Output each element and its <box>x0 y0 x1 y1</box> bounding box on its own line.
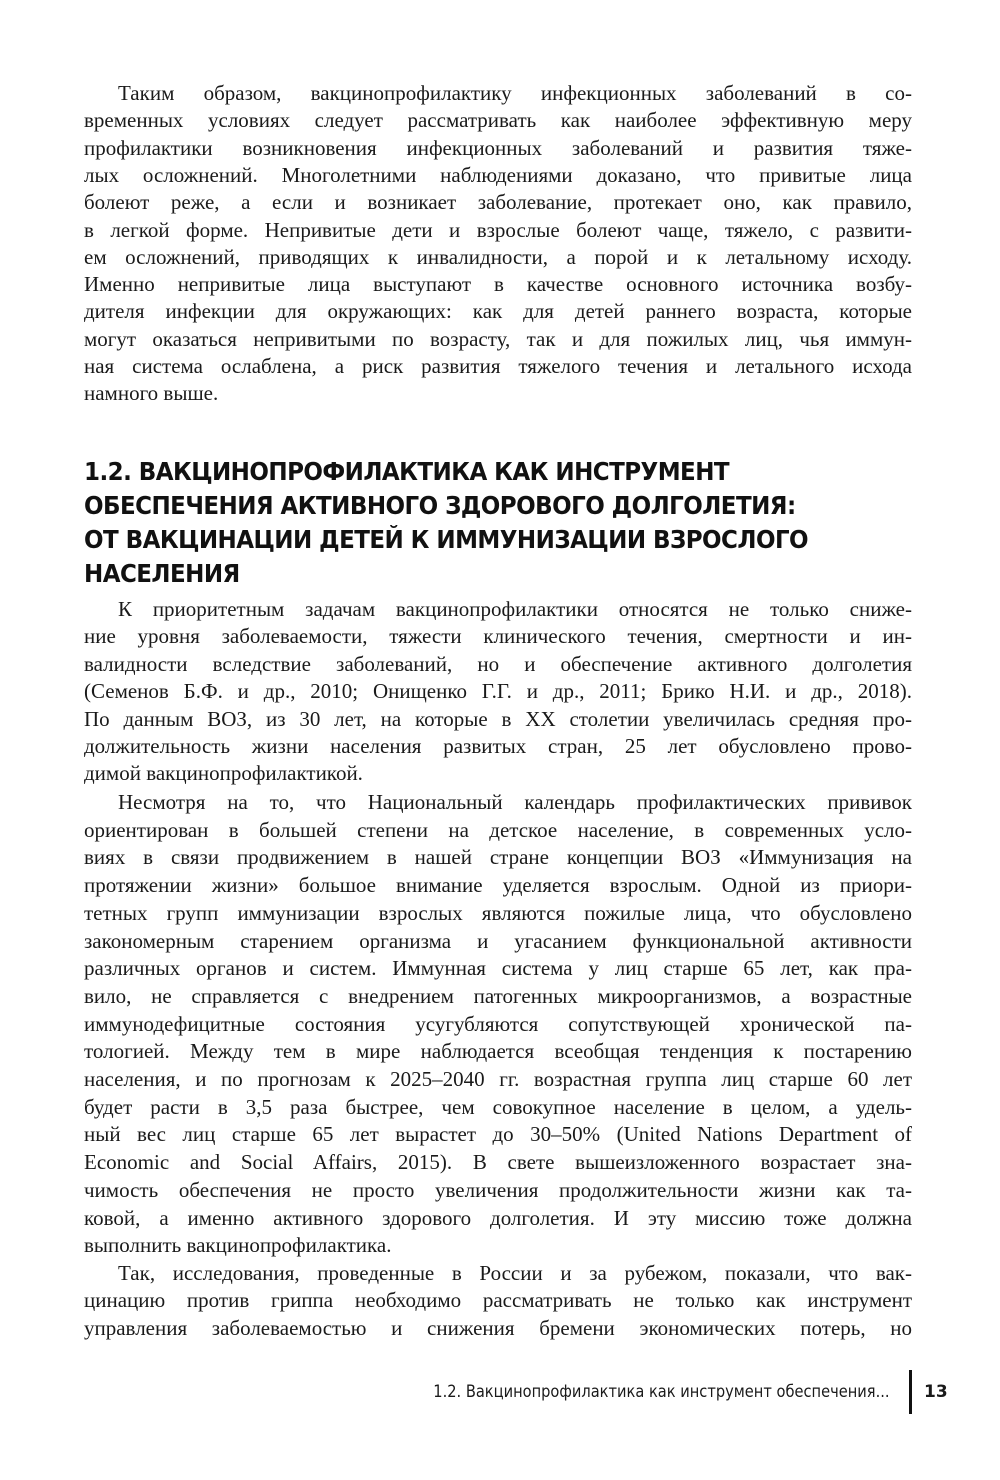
paragraph-2-line: димой вакцинопрофилактикой. <box>84 761 363 786</box>
page-number: 13 <box>924 1382 948 1402</box>
paragraph-1-line: Именно непривитые лица выступают в качестве основного источника возбу- <box>84 272 912 297</box>
paragraph-3-line: вило, не справляется с внедрением патогенных микроорганизмов, а возрастные <box>84 983 912 1008</box>
footer-divider <box>909 1370 912 1414</box>
paragraph-1-line: могут оказаться непривитыми по возрасту, так и для пожилых лиц, чья иммун- <box>84 326 912 351</box>
paragraph-2-line: должительность жизни населения развитых стран, 25 лет обусловлено прово- <box>84 734 912 758</box>
paragraph-3-line: будет расти в 3,5 раза быстрее, чем совокупное население в целом, а удель- <box>84 1094 912 1119</box>
paragraph-1-line: болеют реже, а если и возникает заболевание, протекает оно, как правило, <box>84 190 912 215</box>
paragraph-4-line: цинацию против гриппа необходимо рассматривать не только как инструмент <box>84 1288 912 1313</box>
paragraph-3-line: протяжении жизни» большое внимание уделяется взрослым. Одной из приори- <box>84 873 912 898</box>
paragraph-2-line: К приоритетным задачам вакцинопрофилактики относятся не только сниже- <box>118 597 912 621</box>
paragraph-1-line: в легкой форме. Непривитые дети и взрослые болеют чаще, тяжело, с развити- <box>84 217 912 242</box>
paragraph-4-line: Так, исследования, проведенные в России и за рубежом, показали, что вак- <box>118 1261 912 1285</box>
running-footer-title: 1.2. Вакцинопрофилактика как инструмент обеспечения... <box>433 1382 890 1402</box>
paragraph-1-line: лых осложнений. Многолетними наблюдениями доказано, что привитые лица <box>84 162 912 187</box>
paragraph-3-line: ориентирован в большей степени на детское население, в современных усло- <box>84 817 912 842</box>
paragraph-1-line: намного выше. <box>84 381 219 406</box>
paragraph-2-line: (Семенов Б.Ф. и др., 2010; Онищенко Г.Г. и др., 2011; Брико Н.И. и др., 2018). <box>84 679 912 704</box>
paragraph-1-line: ная система ослаблена, а риск развития тяжелого течения и летального исхода <box>84 354 912 378</box>
paragraph-3-line: чимость обеспечения не просто увеличения продолжительности жизни как та- <box>84 1177 912 1202</box>
paragraph-3-line: населения, и по прогнозам к 2025–2040 гг. возрастная группа лиц старше 60 лет <box>84 1067 912 1091</box>
paragraph-1-line: Таким образом, вакцинопрофилактику инфекционных заболеваний в со- <box>118 81 912 105</box>
paragraph-3-line: различных органов и систем. Иммунная система у лиц старше 65 лет, как пра- <box>84 956 912 981</box>
paragraph-2-line: По данным ВОЗ, из 30 лет, на которые в XX столетии увеличилась средняя про- <box>84 706 912 731</box>
paragraph-3-line: Economic and Social Affairs, 2015). В свете вышеизложенного возрастает зна- <box>84 1150 912 1175</box>
paragraph-3-line: виях в связи продвижением в нашей стране концепции ВОЗ «Иммунизация на <box>84 845 912 870</box>
paragraph-3-line: ковой, а именно активного здорового долголетия. И эту миссию тоже должна <box>84 1205 912 1230</box>
section-heading-line: 1.2. ВАКЦИНОПРОФИЛАКТИКА КАК ИНСТРУМЕНТ <box>84 457 730 486</box>
paragraph-3-line: выполнить вакцинопрофилактика. <box>84 1233 392 1258</box>
paragraph-1-line: дителя инфекции для окружающих: как для детей раннего возраста, которые <box>84 299 912 324</box>
paragraph-2-line: валидности вследствие заболеваний, но и обеспечение активного долголетия <box>84 651 912 676</box>
paragraph-3-line: Несмотря на то, что Национальный календарь профилактических прививок <box>118 790 912 814</box>
paragraph-2-line: ние уровня заболеваемости, тяжести клинического течения, смертности и ин- <box>84 624 912 649</box>
paragraph-3-line: закономерным старением организма и угасанием функциональной активности <box>84 928 912 953</box>
section-heading-line: ОТ ВАКЦИНАЦИИ ДЕТЕЙ К ИММУНИЗАЦИИ ВЗРОСЛОГО <box>84 525 809 554</box>
paragraph-1-line: профилактики возникновения инфекционных заболеваний и развития тяже- <box>84 135 912 160</box>
paragraph-3-line: тологией. Между тем в мире наблюдается всеобщая тенденция к постарению <box>84 1039 912 1064</box>
paragraph-1-line: временных условиях следует рассматривать как наиболее эффективную меру <box>84 108 912 133</box>
paragraph-3-line: тетных групп иммунизации взрослых являются пожилые лица, что обусловлено <box>84 900 912 925</box>
section-heading-line: ОБЕСПЕЧЕНИЯ АКТИВНОГО ЗДОРОВОГО ДОЛГОЛЕТИЯ: <box>84 491 796 520</box>
section-heading-line: НАСЕЛЕНИЯ <box>84 559 240 588</box>
paragraph-1-line: ем осложнений, приводящих к инвалидности, а порой и к летальному исходу. <box>84 244 912 269</box>
paragraph-4-line: управления заболеваемостью и снижения бремени экономических потерь, но <box>84 1315 912 1340</box>
paragraph-3-line: иммунодефицитные состояния усугубляются сопутствующей хронической па- <box>84 1011 912 1036</box>
paragraph-3-line: ный вес лиц старше 65 лет вырастет до 30–50% (United Nations Department of <box>84 1122 912 1147</box>
